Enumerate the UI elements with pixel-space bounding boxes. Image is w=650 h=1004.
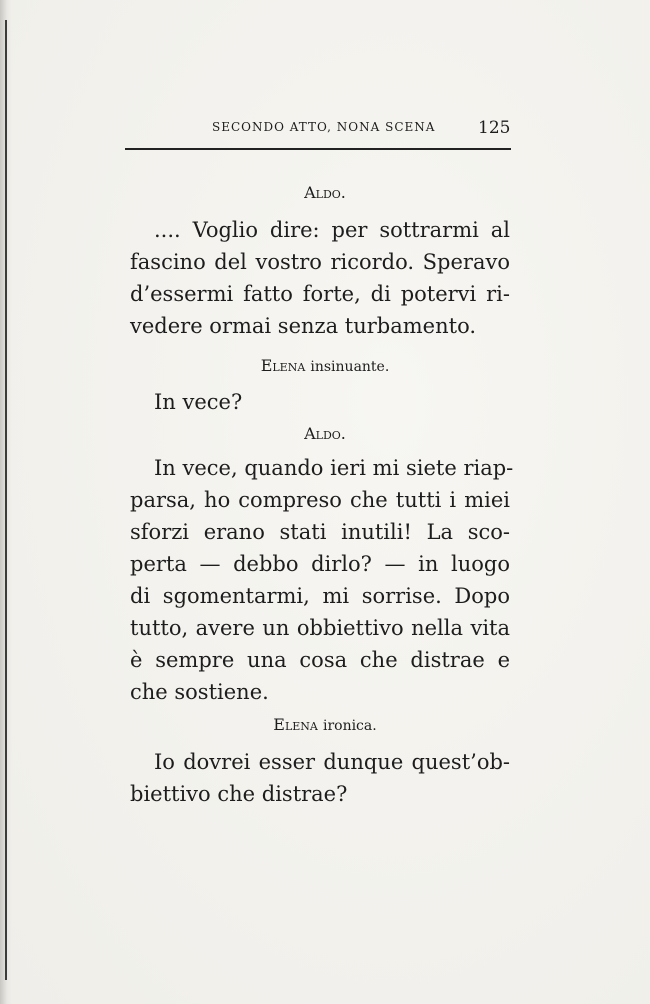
dialogue-block bbox=[130, 386, 510, 418]
speaker-heading bbox=[0, 183, 650, 202]
speaker-name: Aldo. bbox=[304, 424, 346, 443]
dialogue-block bbox=[130, 214, 510, 342]
running-title: SECONDO ATTO, NONA SCENA bbox=[212, 120, 436, 134]
dialogue-line: è sempre una cosa che distrae e bbox=[130, 648, 510, 672]
speaker-heading bbox=[0, 424, 650, 443]
page-binding bbox=[0, 0, 12, 1004]
dialogue-line: che sostiene. bbox=[130, 680, 269, 704]
dialogue-line: parsa, ho compreso che tutti i miei bbox=[130, 488, 510, 512]
page-number: 125 bbox=[478, 118, 511, 138]
dialogue-line: sforzi erano stati inutili! La sco- bbox=[130, 520, 510, 544]
dialogue-line: vedere ormai senza turbamento. bbox=[130, 314, 477, 338]
dialogue-line: fascino del vostro ricordo. Speravo bbox=[130, 250, 510, 274]
dialogue-line: perta — debbo dirlo? — in luogo bbox=[130, 552, 510, 576]
stage-direction: insinuante. bbox=[310, 359, 390, 375]
dialogue-line: biettivo che distrae? bbox=[130, 782, 348, 806]
dialogue-line: In vece? bbox=[154, 390, 243, 414]
header-rule bbox=[125, 148, 511, 150]
speaker-heading bbox=[0, 356, 650, 375]
dialogue-line: d’essermi fatto forte, di potervi ri- bbox=[130, 282, 510, 306]
speaker-name: Aldo. bbox=[304, 183, 346, 202]
dialogue-line: In vece, quando ieri mi siete riap- bbox=[154, 456, 514, 480]
binding-edge bbox=[5, 20, 7, 980]
dialogue-line: tutto, avere un obbiettivo nella vita bbox=[130, 616, 510, 640]
dialogue-block bbox=[130, 452, 514, 708]
speaker-name: Elena bbox=[260, 356, 306, 375]
dialogue-block bbox=[130, 746, 510, 810]
stage-direction: ironica. bbox=[322, 718, 377, 734]
speaker-name: Elena bbox=[273, 715, 318, 734]
speaker-heading bbox=[0, 715, 650, 734]
dialogue-line: .... Voglio dire: per sottrarmi al bbox=[154, 218, 510, 242]
dialogue-line: di sgomentarmi, mi sorrise. Dopo bbox=[130, 584, 510, 608]
running-head bbox=[0, 118, 650, 138]
dialogue-line: Io dovrei esser dunque quest’ob- bbox=[154, 750, 510, 774]
